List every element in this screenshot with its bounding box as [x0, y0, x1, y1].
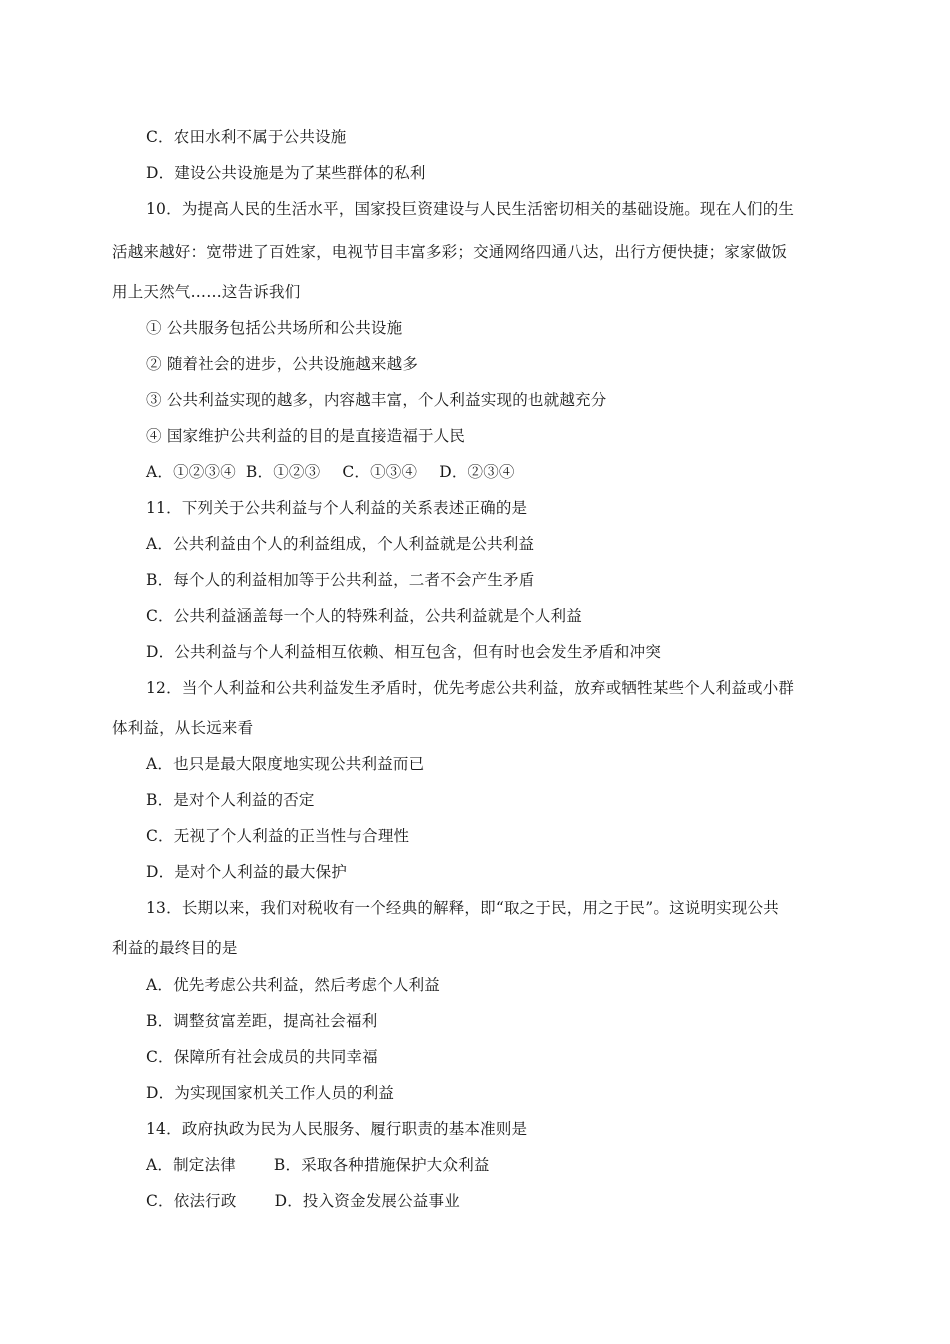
q12-stem-line-1: 12．当个人利益和公共利益发生矛盾时，优先考虑公共利益，放弃或牺牲某些个人利益或小群: [146, 679, 795, 697]
q14-stem: 14．政府执政为民为人民服务、履行职责的基本准则是: [146, 1120, 528, 1138]
q14-option-c: C．依法行政: [146, 1192, 237, 1210]
q13-option-b: B．调整贫富差距，提高社会福利: [146, 1012, 378, 1030]
q10-option-b: B．①②③: [245, 463, 321, 481]
q11-option-c: C．公共利益涵盖每一个人的特殊利益，公共利益就是个人利益: [146, 607, 582, 625]
q12-option-a: A．也只是最大限度地实现公共利益而已: [146, 755, 425, 773]
q11-stem: 11．下列关于公共利益与个人利益的关系表述正确的是: [146, 499, 528, 517]
q10-item-1: ① 公共服务包括公共场所和公共设施: [146, 319, 403, 337]
q11-option-a: A．公共利益由个人的利益组成，个人利益就是公共利益: [146, 535, 535, 553]
q11-option-b: B．每个人的利益相加等于公共利益，二者不会产生矛盾: [146, 571, 535, 589]
q14-option-b: B．采取各种措施保护大众利益: [273, 1156, 490, 1174]
q12-option-b: B．是对个人利益的否定: [146, 791, 315, 809]
q10-option-c: C．①③④: [342, 463, 418, 481]
q14-options-row-2: [146, 1191, 460, 1211]
q13-option-a: A．优先考虑公共利益，然后考虑个人利益: [146, 976, 440, 994]
q13-option-c: C．保障所有社会成员的共同幸福: [146, 1048, 378, 1066]
q10-stem-line-1: 10．为提高人民的生活水平，国家投巨资建设与人民生活密切相关的基础设施。现在人们的生: [146, 200, 795, 218]
q9-option-d: D．建设公共设施是为了某些群体的私利: [146, 164, 426, 182]
q10-item-3: ③ 公共利益实现的越多，内容越丰富，个人利益实现的也就越充分: [146, 391, 607, 409]
q12-stem-line-2: 体利益，从长远来看: [112, 719, 254, 737]
q13-option-d: D．为实现国家机关工作人员的利益: [146, 1084, 395, 1102]
q11-option-d: D．公共利益与个人利益相互依赖、相互包含，但有时也会发生矛盾和冲突: [146, 643, 662, 661]
q10-options-row: [146, 462, 515, 482]
q10-option-d: D．②③④: [439, 463, 515, 481]
q12-option-d: D．是对个人利益的最大保护: [146, 863, 348, 881]
q14-option-d: D．投入资金发展公益事业: [274, 1192, 460, 1210]
q10-stem-line-3: 用上天然气……这告诉我们: [112, 283, 301, 301]
q10-stem-line-2: 活越来越好：宽带进了百姓家，电视节目丰富多彩；交通网络四通八达，出行方便快捷；家家做饭: [112, 243, 788, 261]
q13-stem-line-1: 13．长期以来，我们对税收有一个经典的解释，即“取之于民，用之于民”。这说明实现公共: [146, 899, 779, 917]
q9-option-c: C．农田水利不属于公共设施: [146, 128, 347, 146]
q12-option-c: C．无视了个人利益的正当性与合理性: [146, 827, 410, 845]
q13-stem-line-2: 利益的最终目的是: [112, 939, 238, 957]
q10-option-a: A．①②③④: [146, 463, 236, 481]
q14-option-a: A．制定法律: [146, 1156, 236, 1174]
q14-options-row-1: [146, 1155, 490, 1175]
q10-item-4: ④ 国家维护公共利益的目的是直接造福于人民: [146, 427, 466, 445]
q10-item-2: ② 随着社会的进步，公共设施越来越多: [146, 355, 419, 373]
